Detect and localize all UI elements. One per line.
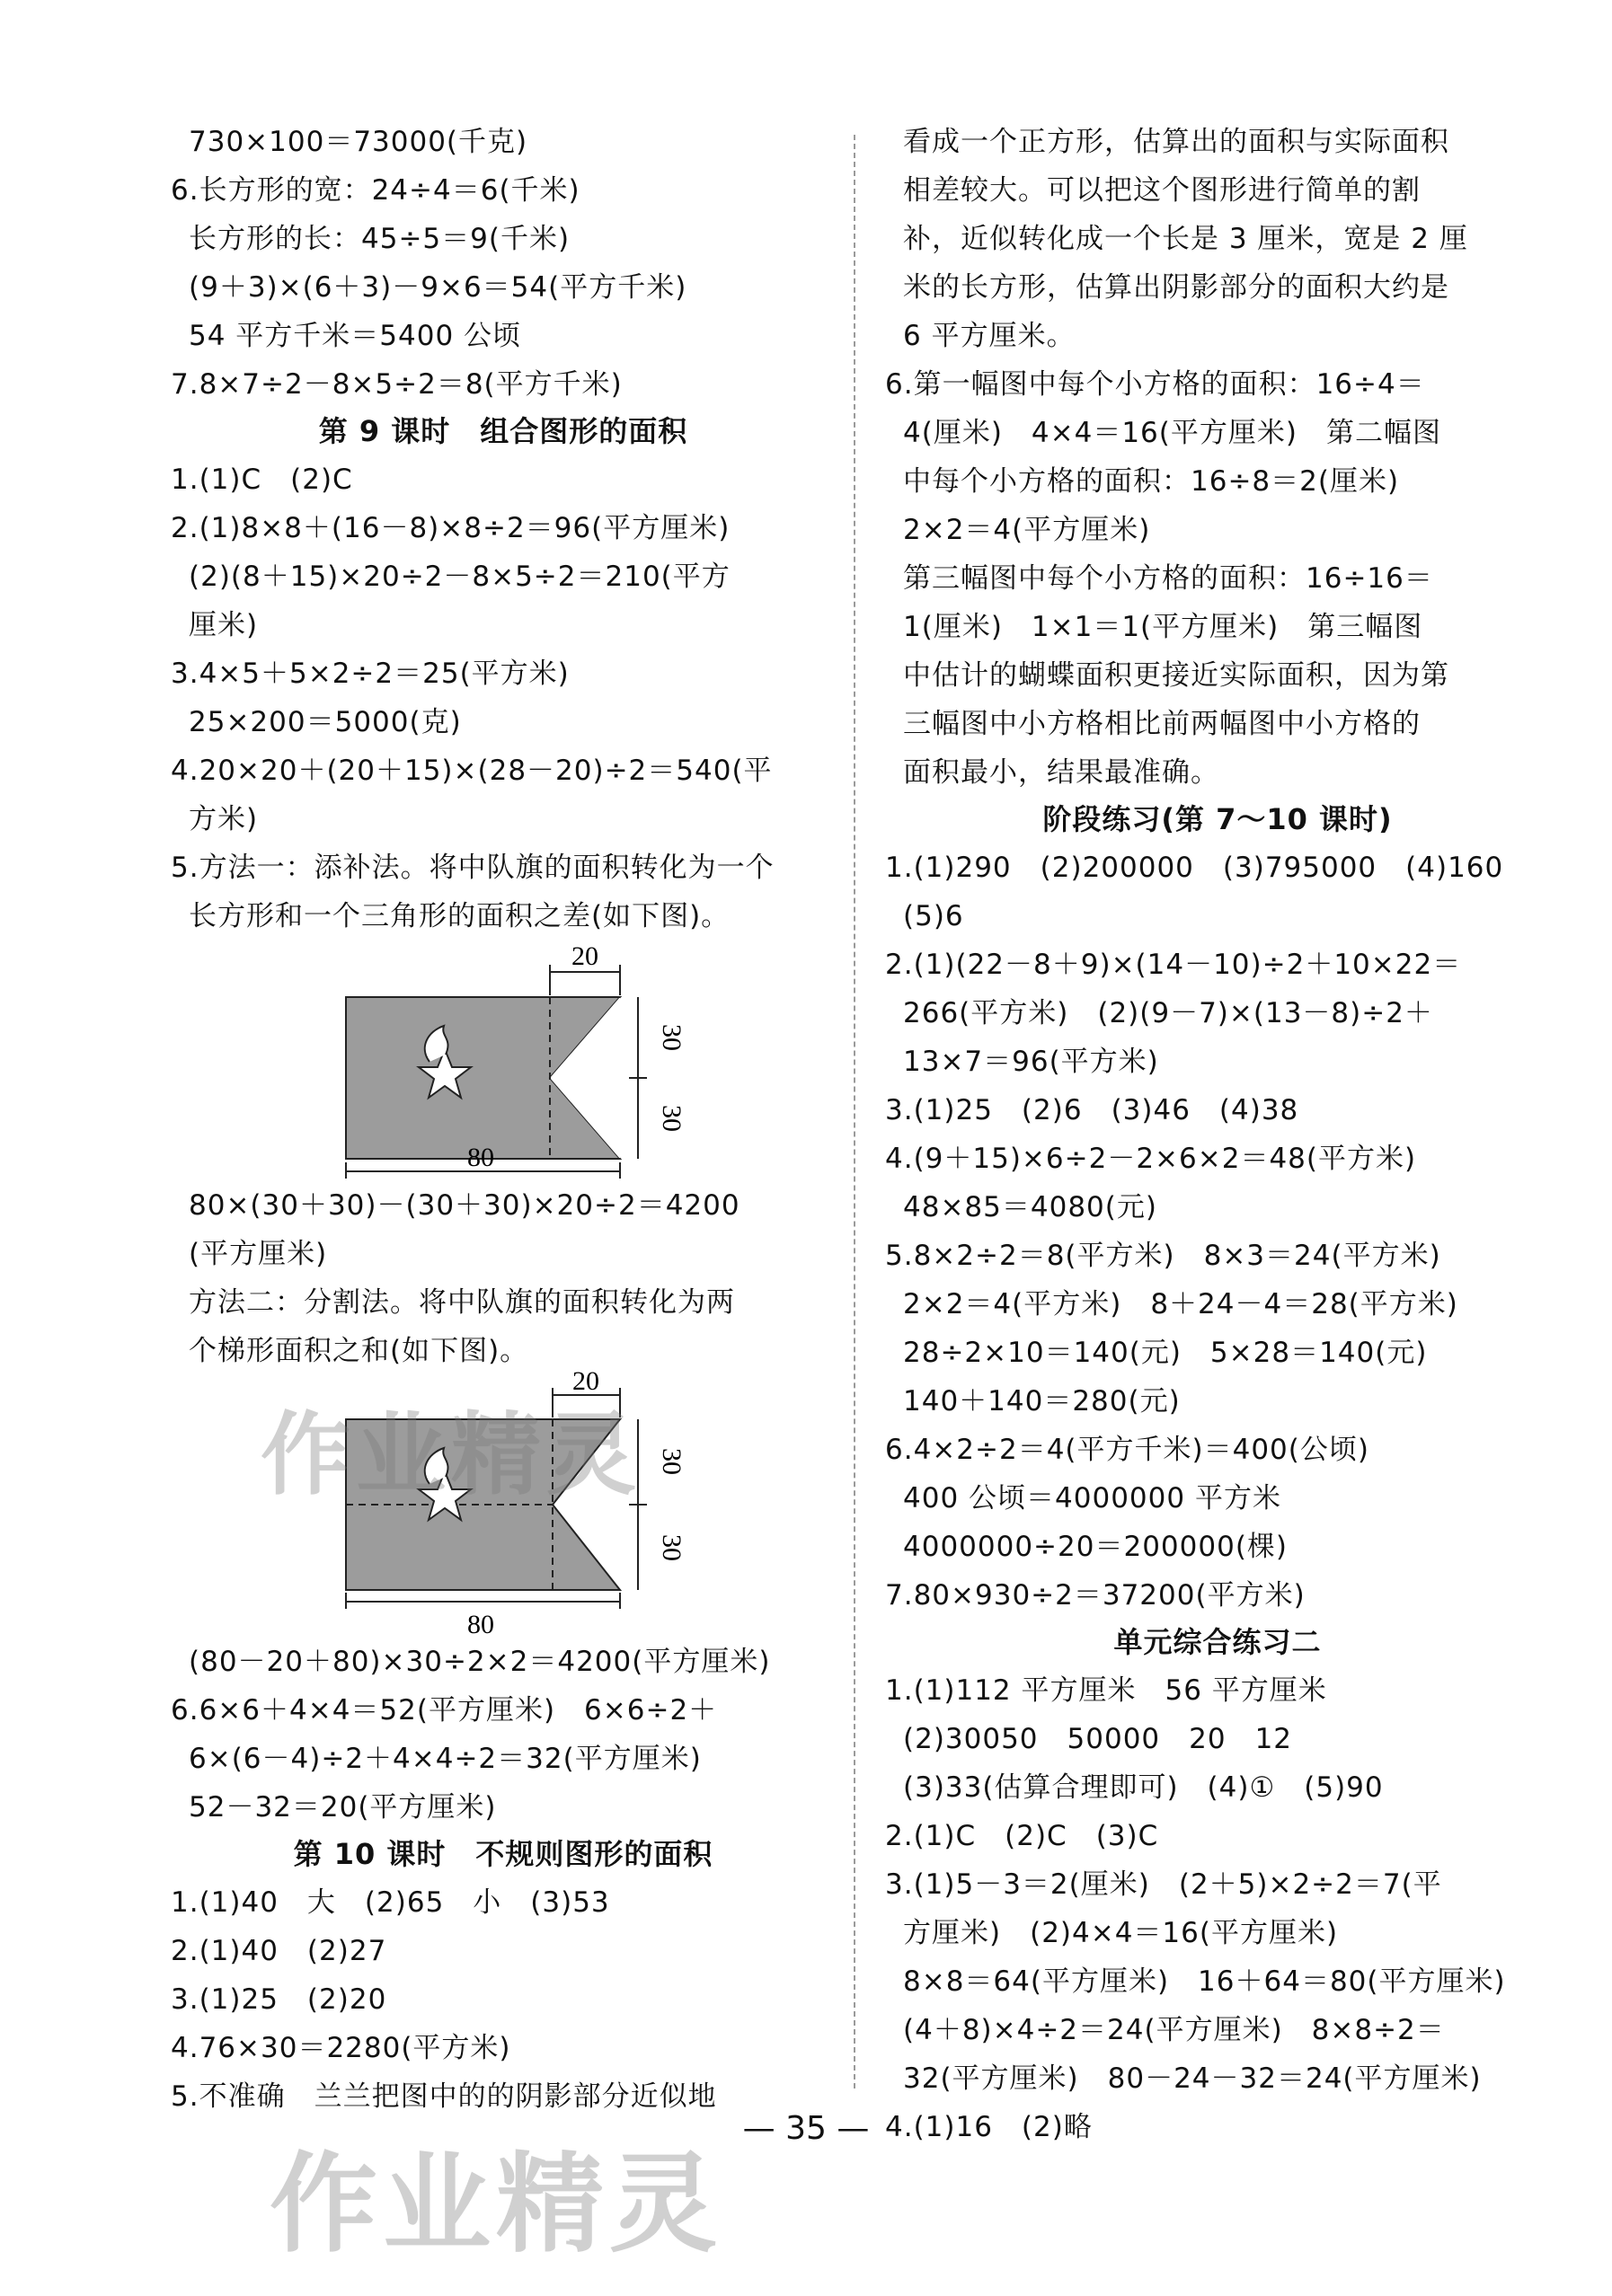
text-line: 相差较大。可以把这个图形进行简单的割 — [903, 174, 1421, 207]
text-line: 4.(1)16 (2)略 — [885, 2111, 1093, 2143]
text-line: 长方形和一个三角形的面积之差(如下图)。 — [189, 900, 731, 932]
text-line: (2)(8＋15)×20÷2－8×5÷2＝210(平方 — [189, 561, 731, 593]
text-line: 1.(1)112 平方厘米 56 平方厘米 — [885, 1674, 1327, 1707]
text-line: 266(平方米) (2)(9－7)×(13－8)÷2＋ — [903, 997, 1433, 1029]
text-line: 3.(1)5－3＝2(厘米) (2＋5)×2÷2＝7(平 — [885, 1868, 1442, 1901]
text-line: 中估计的蝴蝶面积更接近实际面积，因为第 — [903, 659, 1449, 692]
text-line: 米的长方形，估算出阴影部分的面积大约是 — [903, 271, 1449, 304]
watermark: 作业精灵 — [261, 1402, 642, 1507]
text-line: 2.(1)(22－8＋9)×(14－10)÷2＋10×22＝ — [885, 949, 1462, 981]
text-line: 6.第一幅图中每个小方格的面积：16÷4＝ — [885, 368, 1425, 401]
text-line: 方法二：分割法。将中队旗的面积转化为两 — [189, 1286, 735, 1319]
unit-practice-heading: 单元综合练习二 — [1113, 1625, 1322, 1659]
text-line: (4＋8)×4÷2＝24(平方厘米) 8×8÷2＝ — [903, 2014, 1445, 2046]
text-line: 2.(1)C (2)C (3)C — [885, 1820, 1159, 1852]
text-line: 3.(1)25 (2)20 — [171, 1983, 387, 2016]
text-line: 1.(1)40 大 (2)65 小 (3)53 — [171, 1886, 610, 1919]
flag-figure-fill-method — [171, 943, 836, 1186]
text-line: 第三幅图中每个小方格的面积：16÷16＝ — [903, 562, 1433, 595]
lesson9-heading: 第 9 课时 组合图形的面积 — [318, 414, 688, 448]
text-line: (3)33(估算合理即可) (4)① (5)90 — [903, 1771, 1384, 1804]
text-line: 看成一个正方形，估算出的面积与实际面积 — [903, 126, 1449, 158]
text-line: 7.8×7÷2－8×5÷2＝8(平方千米) — [171, 368, 623, 401]
lesson10-heading: 第 10 课时 不规则图形的面积 — [293, 1837, 713, 1871]
text-line: 三幅图中小方格相比前两幅图中小方格的 — [903, 708, 1421, 740]
text-line: 1.(1)C (2)C — [171, 464, 353, 496]
text-line: 5.8×2÷2＝8(平方米) 8×3＝24(平方米) — [885, 1240, 1441, 1272]
text-line: 补，近似转化成一个长是 3 厘米，宽是 2 厘 — [903, 223, 1468, 255]
text-line: (80－20＋80)×30÷2×2＝4200(平方厘米) — [189, 1646, 771, 1678]
text-line: 140＋140＝280(元) — [903, 1385, 1181, 1417]
text-line: 1(厘米) 1×1＝1(平方厘米) 第三幅图 — [903, 611, 1423, 643]
text-line: 730×100＝73000(千克) — [189, 126, 528, 158]
text-line: 4.(9＋15)×6÷2－2×6×2＝48(平方米) — [885, 1143, 1417, 1175]
text-line: 6.4×2÷2＝4(平方千米)＝400(公顷) — [885, 1434, 1369, 1466]
text-line: 1.(1)290 (2)200000 (3)795000 (4)160 — [885, 852, 1504, 884]
dim-label-bottom: 80 — [467, 1610, 494, 1639]
text-line: 400 公顷＝4000000 平方米 — [903, 1482, 1281, 1514]
text-line: (9＋3)×(6＋3)－9×6＝54(平方千米) — [189, 271, 687, 304]
text-line: 厘米) — [189, 609, 259, 641]
text-line: 2.(1)8×8＋(16－8)×8÷2＝96(平方厘米) — [171, 512, 731, 544]
dim-label-right-lower: 30 — [657, 1105, 686, 1132]
dim-label-top: 20 — [572, 1370, 599, 1396]
text-line: 48×85＝4080(元) — [903, 1191, 1157, 1223]
text-line: 4.20×20＋(20＋15)×(28－20)÷2＝540(平 — [171, 755, 773, 787]
text-line: 方厘米) (2)4×4＝16(平方厘米) — [903, 1917, 1339, 1949]
text-line: 4.76×30＝2280(平方米) — [171, 2032, 511, 2064]
text-line: 2×2＝4(平方米) 8＋24－4＝28(平方米) — [903, 1288, 1458, 1320]
text-line: 8×8＝64(平方厘米) 16＋64＝80(平方厘米) — [903, 1965, 1506, 1998]
text-line: 中每个小方格的面积：16÷8＝2(厘米) — [903, 465, 1400, 498]
dim-label-right-upper: 30 — [657, 1024, 686, 1051]
column-divider — [854, 135, 855, 2088]
text-line: 4000000÷20＝200000(棵) — [903, 1531, 1289, 1563]
text-line: 3.4×5＋5×2÷2＝25(平方米) — [171, 658, 570, 690]
text-line: 4(厘米) 4×4＝16(平方厘米) 第二幅图 — [903, 417, 1441, 449]
text-line: (5)6 — [903, 900, 964, 932]
dim-label-right-upper: 30 — [657, 1448, 686, 1475]
text-line: 52－32＝20(平方厘米) — [189, 1791, 497, 1824]
text-line: 面积最小，结果最准确。 — [903, 756, 1219, 789]
dim-label-bottom: 80 — [467, 1143, 494, 1172]
text-line: (平方厘米) — [189, 1238, 328, 1270]
text-line: 32(平方厘米) 80－24－32＝24(平方厘米) — [903, 2062, 1482, 2095]
text-line: 6×(6－4)÷2＋4×4÷2＝32(平方厘米) — [189, 1743, 702, 1775]
text-line: 6.6×6＋4×4＝52(平方厘米) 6×6÷2＋ — [171, 1694, 718, 1726]
text-line: 6.长方形的宽：24÷4＝6(千米) — [171, 174, 580, 207]
text-line: 7.80×930÷2＝37200(平方米) — [885, 1579, 1306, 1612]
text-line: 方米) — [189, 803, 259, 835]
text-line: 28÷2×10＝140(元) 5×28＝140(元) — [903, 1337, 1428, 1369]
dim-label-top: 20 — [571, 943, 598, 971]
text-line: 5.不准确 兰兰把图中的的阴影部分近似地 — [171, 2080, 717, 2113]
text-line: 长方形的长：45÷5＝9(千米) — [189, 223, 571, 255]
text-line: 5.方法一：添补法。将中队旗的面积转化为一个 — [171, 852, 775, 884]
text-line: 3.(1)25 (2)6 (3)46 (4)38 — [885, 1094, 1299, 1126]
text-line: 80×(30＋30)－(30＋30)×20÷2＝4200 — [189, 1189, 740, 1222]
text-line: 13×7＝96(平方米) — [903, 1046, 1159, 1078]
text-line: (2)30050 50000 20 12 — [903, 1723, 1293, 1755]
text-line: 6 平方厘米。 — [903, 320, 1076, 352]
text-line: 25×200＝5000(克) — [189, 706, 462, 738]
text-line: 54 平方千米＝5400 公顷 — [189, 320, 522, 352]
text-line: 个梯形面积之和(如下图)。 — [189, 1335, 529, 1367]
page-number: — 35 — — [742, 2110, 870, 2147]
watermark: 作业精灵 — [270, 2142, 722, 2267]
text-line: 2×2＝4(平方厘米) — [903, 514, 1151, 546]
text-line: 2.(1)40 (2)27 — [171, 1935, 387, 1967]
stage-practice-heading: 阶段练习(第 7～10 课时) — [1042, 802, 1393, 836]
dim-label-right-lower: 30 — [657, 1534, 686, 1561]
